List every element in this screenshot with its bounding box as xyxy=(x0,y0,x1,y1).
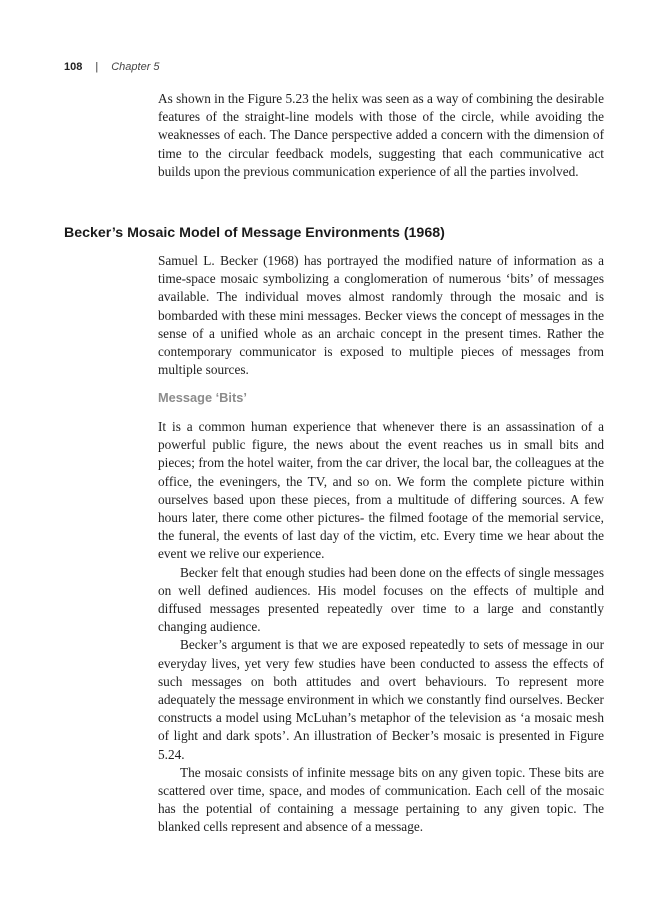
subsection-body xyxy=(158,418,604,837)
body-paragraph: Becker’s argument is that we are exposed repeatedly to sets of message in our everyday lives, yet very few studies have been conducted to assess the effects of such messages on both attitudes and overt behaviours. To represent more adequately the message environment in which we constantly find ourselves. Becker constructs a model using McLuhan’s metaphor of the television as ‘a mosaic mesh of light and dark spots’. An illustration of Becker’s mosaic is presented in Figure 5.24. xyxy=(158,637,604,762)
page-number: 108 xyxy=(64,61,83,73)
header-separator: | xyxy=(95,61,99,73)
body-paragraph: It is a common human experience that whenever there is an assassination of a powerful public figure, the news about the event reaches us in small bits and pieces; from the hotel waiter, from the car driver, the local bar, the colleagues at the office, the eveningers, the TV, and so on. We form the complete picture within ourselves based upon these pieces, from a multitude of differing sources. A few hours later, there come other pictures- the filmed footage of the memorial service, the funeral, the events of last day of the victim, etc. Every time we hear about the event we relive our experience. xyxy=(158,419,604,562)
running-header xyxy=(64,59,160,75)
intro-text xyxy=(158,90,604,181)
chapter-label: Chapter 5 xyxy=(111,61,160,73)
section-intro-paragraph: Samuel L. Becker (1968) has portrayed the modified nature of information as a time-space mosaic symbolizing a conglomeration of numerous ‘bits’ of messages available. The individual moves almost randomly through the mosaic and is bombarded with these mini messages. Becker views the concept of messages in the sense of a unified whole as an archaic concept in the present times. Rather the contemporary communicator is exposed to multiple pieces of messages from multiple sources. xyxy=(158,253,604,378)
intro-paragraph: As shown in the Figure 5.23 the helix was seen as a way of combining the desirable features of the straight-line models with those of the circle, while avoiding the weaknesses of each. The Dance perspective added a concern with the dimension of time to the circular feedback models, suggesting that each communicative act builds upon the previous communication experience of all the parties involved. xyxy=(158,91,604,179)
subsection-heading: Message ‘Bits’ xyxy=(158,390,247,405)
section-heading: Becker’s Mosaic Model of Message Environments (1968) xyxy=(64,225,445,241)
body-paragraph: Becker felt that enough studies had been done on the effects of single messages on well defined audiences. His model focuses on the effects of multiple and diffused messages presented repeatedly over time to a large and constantly changing audience. xyxy=(158,564,604,635)
body-paragraph: The mosaic consists of infinite message bits on any given topic. These bits are scattered over time, space, and modes of communication. Each cell of the mosaic has the potential of containing a message pertaining to any given topic. The blanked cells represent and absence of a message. xyxy=(158,764,604,835)
section-intro-text xyxy=(158,252,604,379)
